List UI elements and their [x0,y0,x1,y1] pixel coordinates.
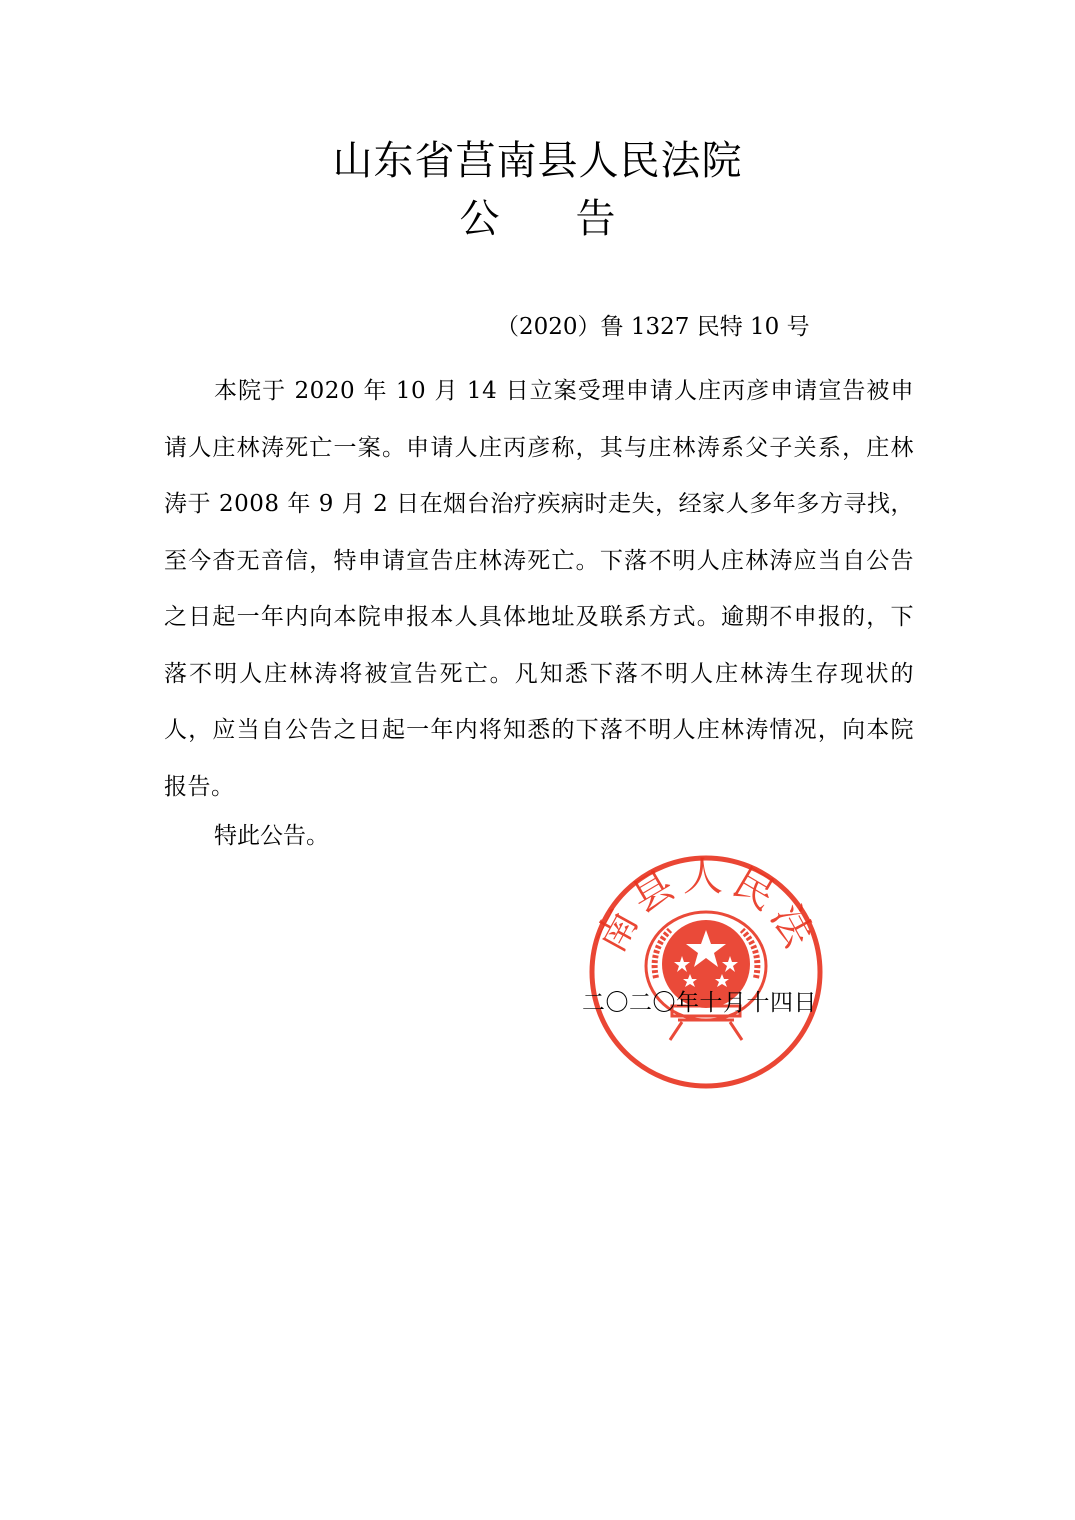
case-number: （2020）鲁 1327 民特 10 号 [496,314,810,340]
notice-body: 本院于 2020 年 10 月 14 日立案受理申请人庄丙彦申请宣告被申请人庄林涛死亡一案。申请人庄丙彦称，其与庄林涛系父子关系，庄林涛于 2008 年 9 月 2 日在烟台治疗疾病时走失，经家人多年多方寻找，至今杳无音信，特申请宣告庄林涛死亡。下落不明人庄林涛应当自公告之日起一年内向本院申报本人具体地址及联系方式。逾期不申报的，下落不明人庄林涛将被宣告死亡。凡知悉下落不明人庄林涛生存现状的人，应当自公告之日起一年内将知悉的下落不明人庄林涛情况，向本院报告。 [164,378,914,800]
court-seal-icon [586,852,826,1092]
notice-title-char-2: 告 [575,196,616,242]
closing-statement: 特此公告。 [214,823,329,849]
notice-title [0,195,1075,243]
notice-date: 二〇二〇年十月十四日 [582,990,817,1016]
seal-lettering: 南县人民法 [587,854,825,960]
notice-title-char-1: 公 [459,196,500,242]
court-name-title: 山东省莒南县人民法院 [332,138,743,184]
